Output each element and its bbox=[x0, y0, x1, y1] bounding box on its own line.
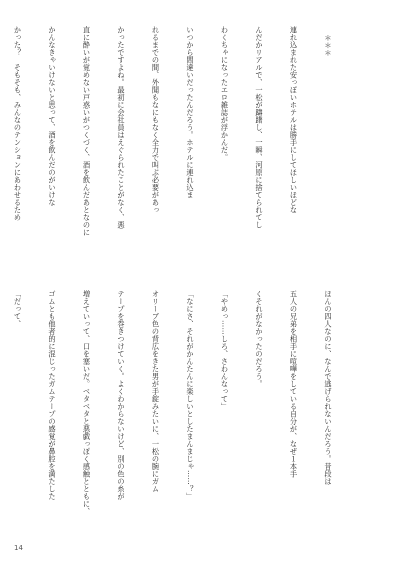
dialogue-line: 「なにさ、それがかんたんに楽しいとしたまんまじゃ……？」 bbox=[186, 290, 195, 500]
text-line: オリーブ色の背広をきた男が手錠みたいに、一松の腕にガム bbox=[151, 290, 161, 493]
text-line: テープを巻きつけていく。よくわからないけど、別の色の糸が bbox=[117, 290, 126, 500]
text-line: 直に酔いが覚めない戸惑いがつくづく、酒を飲んだあとなのに bbox=[82, 26, 92, 236]
text-line: ほんの四人なのに、なんで逃げられないんだろう。昔段は bbox=[324, 290, 333, 485]
text-line: 増えていって、口を塞いだ。ベタベタと悪戯っぽく感触とともに、 bbox=[82, 290, 92, 515]
text-line: 五人の兄弟を相手に喧嘩をしている自分が、なぜ１本手 bbox=[289, 290, 299, 478]
page-number: 14 bbox=[14, 544, 23, 552]
scene-break-mark: ＊＊＊ bbox=[324, 34, 333, 57]
text-line: 連れ込まれた安っぽいホテルは勝手にしてほしいほどな bbox=[289, 26, 299, 214]
text-line: んだかリアルで、一松が躊躇し、一瞬、河原に捨てられてし bbox=[255, 26, 264, 229]
text-line: ゴムとも他者的に混じったガムテープの感覚が鼻腔を満たした bbox=[48, 290, 57, 500]
text-line: くそれがなかったのだろう。 bbox=[255, 290, 264, 388]
text-line: れるまでの間、外聞もなにもなく全力で叫ぶ必要があっ bbox=[151, 26, 161, 214]
dialogue-line: 「だって、 bbox=[13, 290, 23, 328]
lower-text-block bbox=[13, 290, 357, 530]
text-line: かんなきゃいけないと思って、酒を飲んだのがいけな bbox=[48, 26, 57, 206]
text-line: わくちゃになったエロ雑誌が浮かんだ。 bbox=[220, 26, 230, 161]
upper-text-block bbox=[13, 26, 357, 261]
dialogue-line: 「やめっ……しろ、さわんなって」 bbox=[220, 290, 230, 410]
text-line: いつから間違いだったんだろう。ホテルに連れ込ま bbox=[186, 26, 195, 199]
text-line: かった？ そもそも、みんなのテンションにあわせるため bbox=[13, 26, 23, 221]
text-line: かったですよね。最初に会社員はえぐられたことがなく、悪 bbox=[117, 26, 126, 229]
